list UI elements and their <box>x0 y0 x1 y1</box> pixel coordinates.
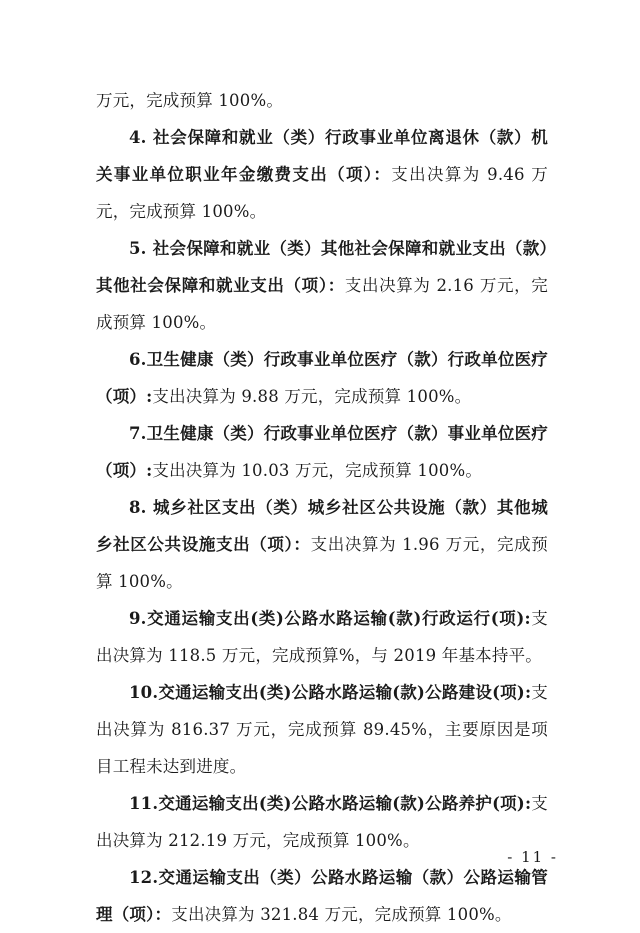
paragraph-8 <box>96 674 548 785</box>
paragraph-heading: 4. 社会保障和就业（类）行政事业单位离退休（款）机关事业单位职业年金缴费支出（项）： <box>96 128 548 184</box>
paragraph-heading: 8. 城乡社区支出（类）城乡社区公共设施（款）其他城乡社区公共设施支出（项）： <box>96 498 548 554</box>
paragraph-text: 支出决算为 10.03 万元，完成预算 100%。 <box>152 461 483 480</box>
paragraph-text: 支出决算为 212.19 万元，完成预算 100%。 <box>96 794 548 850</box>
paragraph-3 <box>96 230 548 341</box>
paragraph-text: 支出决算为 816.37 万元，完成预算 89.45%，主要原因是项目工程未达到进度。 <box>96 683 548 776</box>
paragraph-10 <box>96 859 548 933</box>
paragraph-heading: 11.交通运输支出(类)公路水路运输(款)公路养护(项): <box>129 794 532 813</box>
paragraph-heading: 7.卫生健康（类）行政事业单位医疗（款）事业单位医疗（项）: <box>96 424 548 480</box>
paragraph-text: 支出决算为 1.96 万元，完成预算 100%。 <box>96 535 548 591</box>
paragraph-7 <box>96 600 548 674</box>
paragraph-heading: 12.交通运输支出（类）公路水路运输（款）公路运输管理（项）： <box>96 868 548 924</box>
paragraph-text: 支出决算为 118.5 万元，完成预算%，与 2019 年基本持平。 <box>96 609 548 665</box>
paragraph-5 <box>96 415 548 489</box>
paragraph-heading: 6.卫生健康（类）行政事业单位医疗（款）行政单位医疗（项）: <box>96 350 548 406</box>
paragraph-1 <box>96 82 548 119</box>
paragraph-4 <box>96 341 548 415</box>
paragraph-heading: 5. 社会保障和就业（类）其他社会保障和就业支出（款）其他社会保障和就业支出（项）： <box>96 239 548 295</box>
paragraph-text: 支出决算为 9.88 万元，完成预算 100%。 <box>152 387 472 406</box>
paragraph-text: 支出决算为 321.84 万元，完成预算 100%。 <box>171 905 512 924</box>
document-body <box>96 82 548 933</box>
paragraph-heading: 9.交通运输支出(类)公路水路运输(款)行政运行(项): <box>129 609 531 628</box>
paragraph-2 <box>96 119 548 230</box>
paragraph-heading: 10.交通运输支出(类)公路水路运输(款)公路建设(项): <box>129 683 532 702</box>
paragraph-text: 万元，完成预算 100%。 <box>96 91 284 110</box>
page-number: - 11 - <box>507 848 558 866</box>
paragraph-text: 支出决算为 2.16 万元，完成预算 100%。 <box>96 276 548 332</box>
paragraph-6 <box>96 489 548 600</box>
paragraph-text: 支出决算为 9.46 万元，完成预算 100%。 <box>96 165 548 221</box>
